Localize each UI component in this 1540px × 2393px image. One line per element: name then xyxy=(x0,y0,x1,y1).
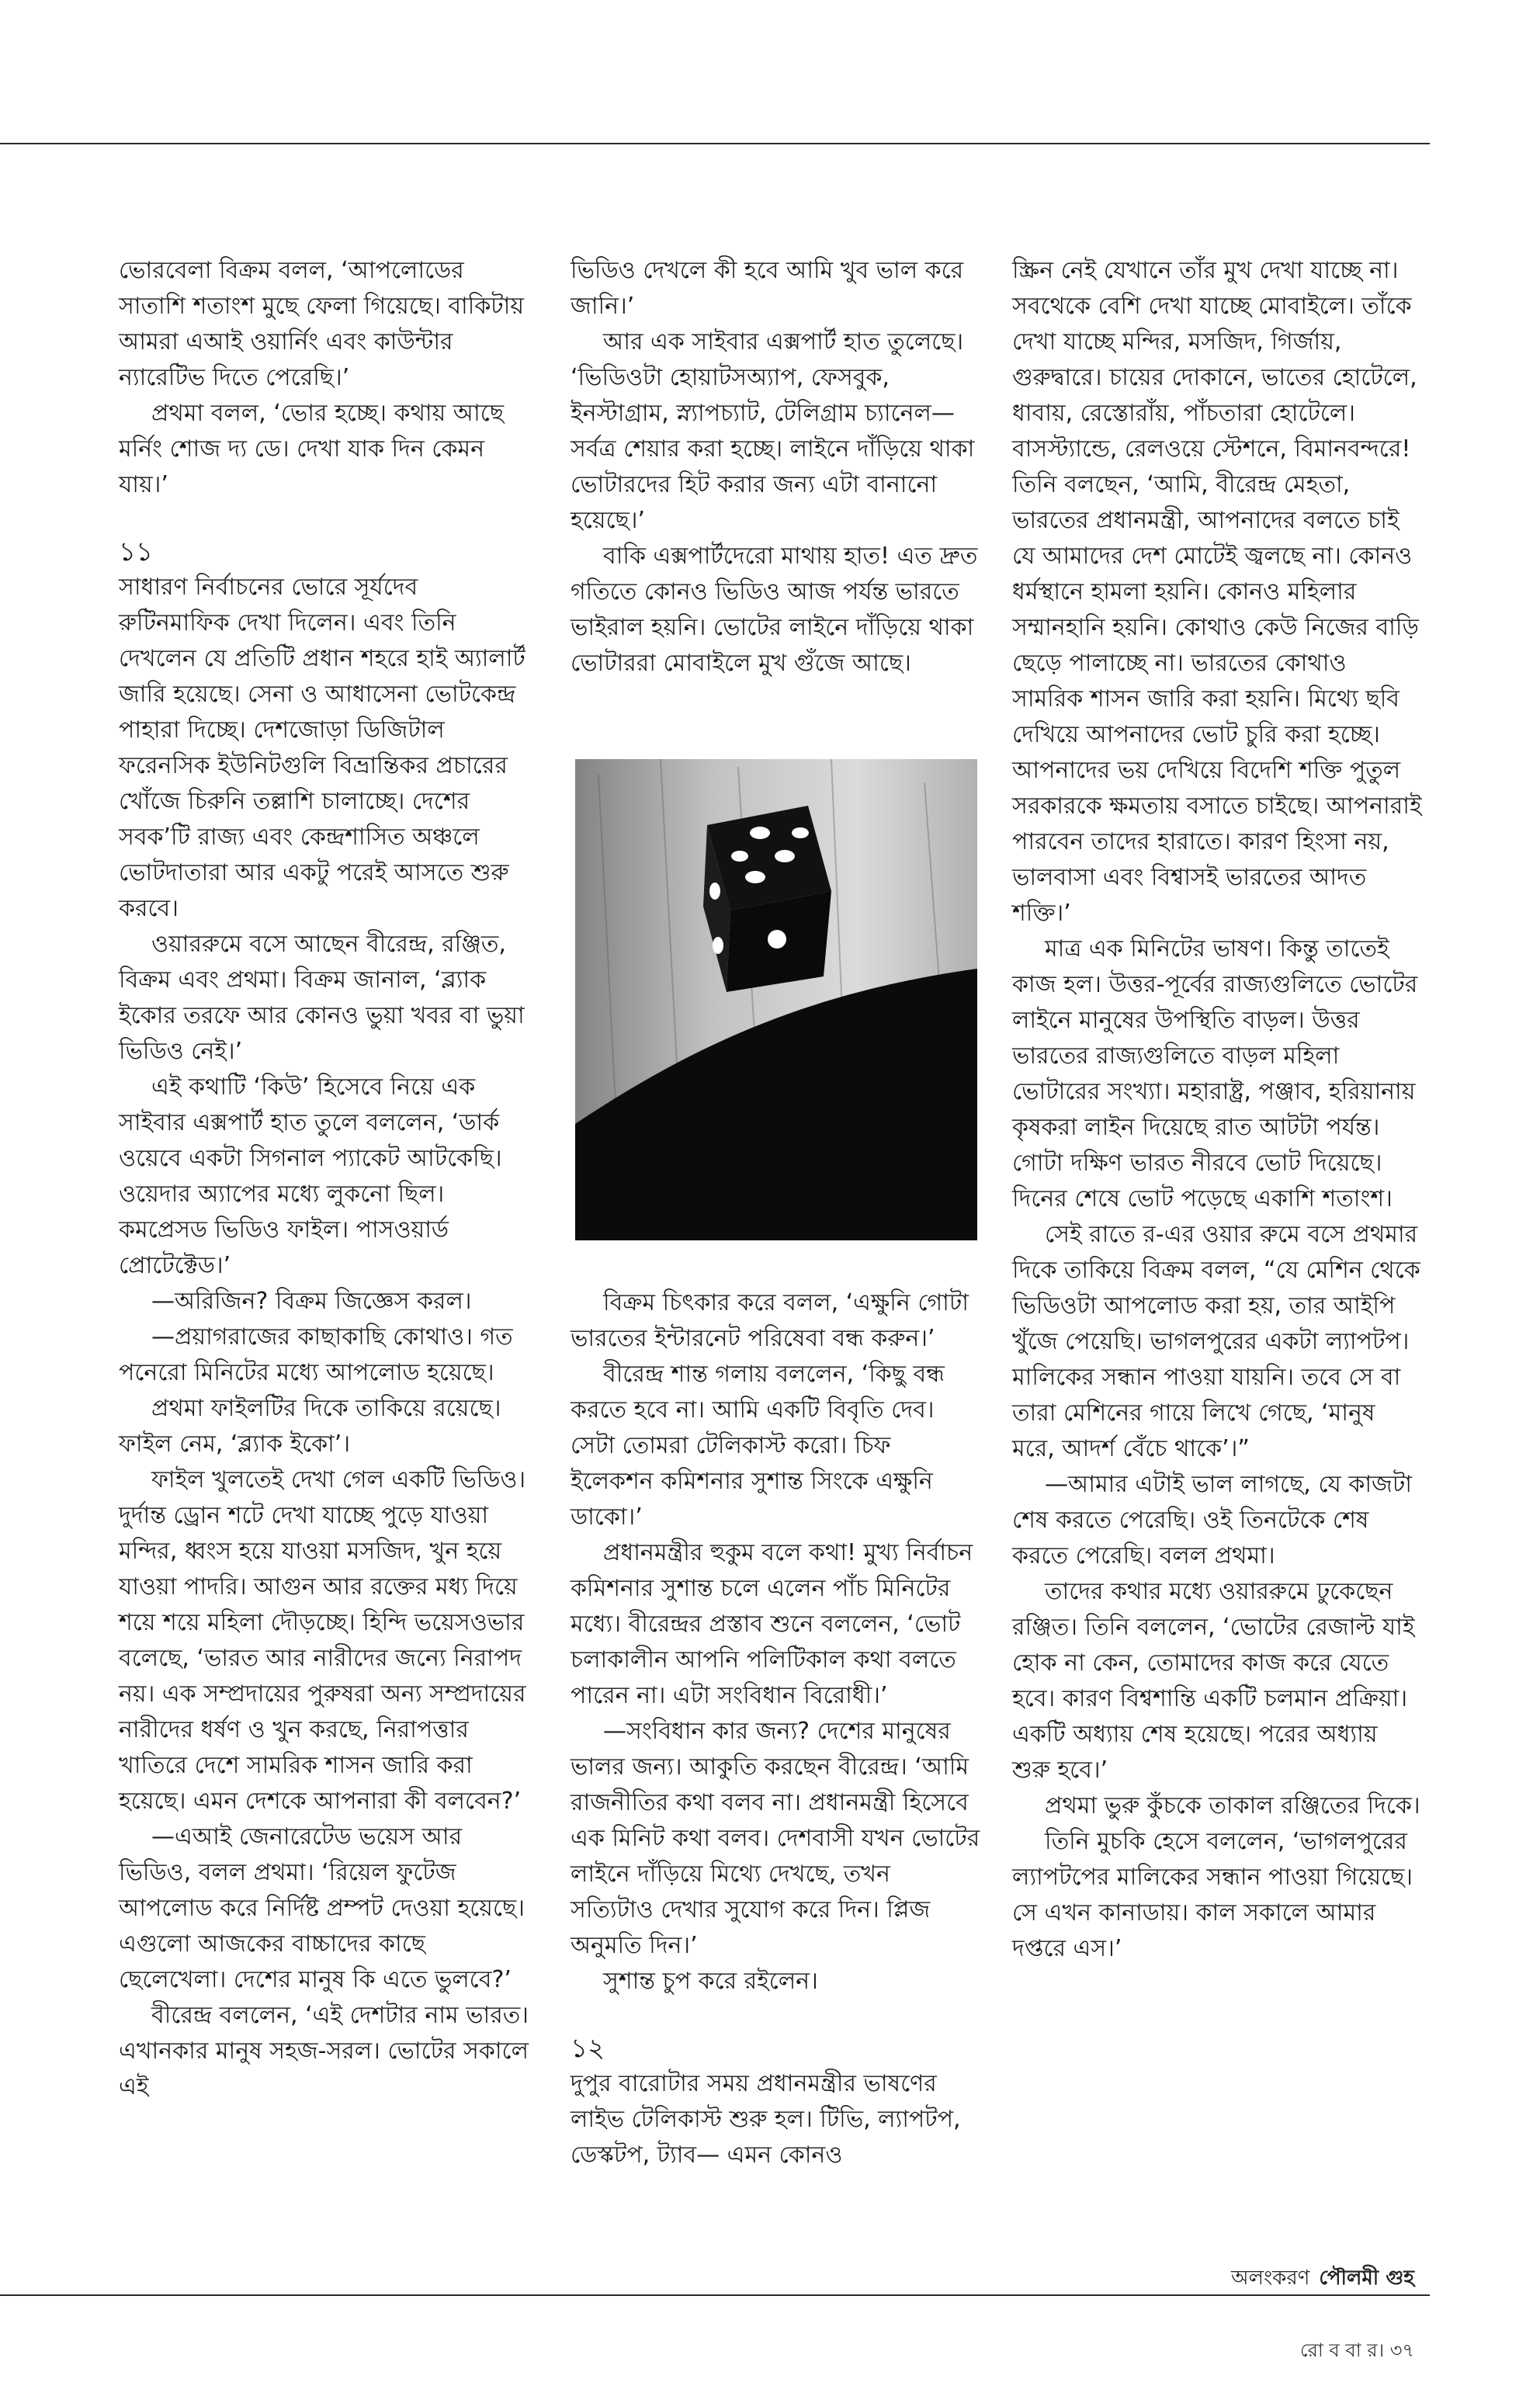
page-folio: রো ব বা র। ৩৭ xyxy=(1299,2339,1414,2361)
top-rule xyxy=(0,143,1430,144)
column-right xyxy=(1012,253,1422,1967)
paragraph: আর এক সাইবার এক্সপার্ট হাত তুলেছে। ‘ভিডিওটা হোয়াটসঅ্যাপ, ফেসবুক, ইনস্টাগ্রাম, স্ন্যাপচ্যাট, টেলিগ্রাম চ্যানেল— সর্বত্র শেয়ার করা হচ্ছে। লাইনে দাঁড়িয়ে থাকা ভোটারদের হিট করার জন্য এটা বানানো হয়েছে।’ xyxy=(571,328,975,534)
paragraph: —এআই জেনারেটেড ভয়েস আর ভিডিও, বলল প্রথমা। ‘রিয়েল ফুটেজ আপলোড করে নির্দিষ্ট প্রম্পট দেওয়া হয়েছে। এগুলো আজকের বাচ্চাদের কাছে ছেলেখেলা। দেশের মানুষ কি এতে ভুলবে?’ xyxy=(119,1823,525,1993)
paragraph: সুশান্ত চুপ করে রইলেন। xyxy=(603,1968,818,1995)
paragraph: মাত্র এক মিনিটের ভাষণ। কিন্তু তাতেই কাজ হল। উত্তর-পূর্বের রাজ্যগুলিতে ভোটের লাইনে মানুষের উপস্থিতি বাড়ল। উত্তর ভারতের রাজ্যগুলিতে বাড়ল মহিলা ভোটারের সংখ্যা। মহারাষ্ট্র, পঞ্জাব, হরিয়ানায় কৃষকরা লাইন দিয়েছে রাত আটটা পর্যন্ত। গোটা দক্ষিণ ভারত নীরবে ভোট দিয়েছে। দিনের শেষে ভোট পড়েছে একাশি শতাংশ। xyxy=(1012,935,1418,1212)
paragraph: ভিডিও দেখলে কী হবে আমি খুব ভাল করে জানি।’ xyxy=(571,257,964,320)
bottom-rule xyxy=(0,2294,1430,2296)
dice-illustration xyxy=(575,759,977,1240)
paragraph: সেই রাতে র-এর ওয়ার রুমে বসে প্রথমার দিকে তাকিয়ে বিক্রম বলল, “যে মেশিন থেকে ভিডিওটা আপলোড করা হয়, তার আইপি খুঁজে পেয়েছি। ভাগলপুরের একটা ল্যাপটপ। মালিকের সন্ধান পাওয়া যায়নি। তবে সে বা তারা মেশিনের গায়ে লিখে গেছে, ‘মানুষ মরে, আদর্শ বেঁচে থাকে’।” xyxy=(1012,1221,1420,1462)
paragraph: দুপুর বারোটার সময় প্রধানমন্ত্রীর ভাষণের লাইভ টেলিকাস্ট শুরু হল। টিভি, ল্যাপটপ, ডেস্কটপ, ট্যাব— এমন কোনও xyxy=(571,2070,961,2169)
paragraph: —আমার এটাই ভাল লাগছে, যে কাজটা শেষ করতে পেরেছি। ওই তিনটেকে শেষ করতে পেরেছি। বলল প্রথমা। xyxy=(1012,1471,1412,1569)
paragraph: ভোরবেলা বিক্রম বলল, ‘আপলোডের সাতাশি শতাংশ মুছে ফেলা গিয়েছে। বাকিটায় আমরা এআই ওয়ার্নিং এবং কাউন্টার ন্যারেটিভ দিতে পেরেছি।’ xyxy=(119,257,525,391)
illustration-credit xyxy=(1231,2262,1414,2296)
column-middle-bottom xyxy=(571,1285,980,2173)
paragraph: —সংবিধান কার জন্য? দেশের মানুষের ভালর জন্য। আকুতি করছেন বীরেন্দ্র। ‘আমি রাজনীতির কথা বলব না। প্রধানমন্ত্রী হিসেবে এক মিনিট কথা বলব। দেশবাসী যখন ভোটের লাইনে দাঁড়িয়ে মিথ্যে দেখছে, তখন সত্যিটাও দেখার সুযোগ করে দিন। প্লিজ অনুমতি দিন।’ xyxy=(571,1718,980,1959)
paragraph: বীরেন্দ্র শান্ত গলায় বললেন, ‘কিছু বন্ধ করতে হবে না। আমি একটি বিবৃতি দেব। সেটা তোমরা টেলিকাস্ট করো। চিফ ইলেকশন কমিশনার সুশান্ত সিংকে এক্ষুনি ডাকো।’ xyxy=(571,1361,945,1531)
paragraph: তিনি মুচকি হেসে বললেন, ‘ভাগলপুরের ল্যাপটপের মালিকের সন্ধান পাওয়া গিয়েছে। সে এখন কানাডায়। কাল সকালে আমার দপ্তরে এস।’ xyxy=(1012,1828,1413,1962)
column-left xyxy=(119,253,529,2105)
paragraph: সাধারণ নির্বাচনের ভোরে সূর্যদেব রুটিনমাফিক দেখা দিলেন। এবং তিনি দেখলেন যে প্রতিটি প্রধান শহরে হাই অ্যালার্ট জারি হয়েছে। সেনা ও আধাসেনা ভোটকেন্দ্র পাহারা দিচ্ছে। দেশজোড়া ডিজিটাল ফরেনসিক ইউনিটগুলি বিভ্রান্তিকর প্রচারের খোঁজে চিরুনি তল্লাশি চালাচ্ছে। দেশের সবক’টি রাজ্য এবং কেন্দ্রশাসিত অঞ্চলে ভোটদাতারা আর একটু পরেই আসতে শুরু করবে। xyxy=(119,574,525,922)
column-middle-top xyxy=(571,253,980,681)
paragraph: প্রথমা বলল, ‘ভোর হচ্ছে। কথায় আছে মর্নিং শোজ দ্য ডে। দেখা যাক দিন কেমন যায়।’ xyxy=(119,400,505,498)
dice-icon xyxy=(703,806,831,992)
paragraph: ওয়াররুমে বসে আছেন বীরেন্দ্র, রঞ্জিত, বিক্রম এবং প্রথমা। বিক্রম জানাল, ‘ব্ল্যাক ইকোর তরফে আর কোনও ভুয়া খবর বা ভুয়া ভিডিও নেই।’ xyxy=(119,931,525,1065)
paragraph: বিক্রম চিৎকার করে বলল, ‘এক্ষুনি গোটা ভারতের ইন্টারনেট পরিষেবা বন্ধ করুন।’ xyxy=(571,1289,969,1352)
paragraph: বাকি এক্সপার্টদেরো মাথায় হাত! এত দ্রুত গতিতে কোনও ভিডিও আজ পর্যন্ত ভারতে ভাইরাল হয়নি। ভোটের লাইনে দাঁড়িয়ে থাকা ভোটাররা মোবাইলে মুখ গুঁজে আছে। xyxy=(571,543,978,677)
paragraph: —অরিজিন? বিক্রম জিজ্ঞেস করল। xyxy=(151,1288,472,1315)
paragraph: বীরেন্দ্র বললেন, ‘এই দেশটার নাম ভারত। এখানকার মানুষ সহজ-সরল। ভোটের সকালে এই xyxy=(119,2002,529,2100)
paragraph: তাদের কথার মধ্যে ওয়াররুমে ঢুকেছেন রঞ্জিত। তিনি বললেন, ‘ভোটের রেজাল্ট যাই হোক না কেন, তোমাদের কাজ করে যেতে হবে। কারণ বিশ্বশান্তি একটি চলমান প্রক্রিয়া। একটি অধ্যায় শেষ হয়েছে। পরের অধ্যায় শুরু হবে।’ xyxy=(1012,1578,1415,1784)
paragraph: প্রধানমন্ত্রীর হুকুম বলে কথা! মুখ্য নির্বাচন কমিশনার সুশান্ত চলে এলেন পাঁচ মিনিটের মধ্যে। বীরেন্দ্রর প্রস্তাব শুনে বললেন, ‘ভোট চলাকালীন আপনি পলিটিকাল কথা বলতে পারেন না। এটা সংবিধান বিরোধী।’ xyxy=(571,1539,973,1709)
section-number: ১২ xyxy=(571,2033,605,2064)
credit-label: অলংকরণ xyxy=(1231,2266,1310,2290)
paragraph: —প্রয়াগরাজের কাছাকাছি কোথাও। গত পনেরো মিনিটের মধ্যে আপলোড হয়েছে। xyxy=(119,1323,513,1386)
credit-name: পৌলমী গুহ xyxy=(1319,2266,1414,2290)
paragraph: ফাইল খুলতেই দেখা গেল একটি ভিডিও। দুর্দান্ত ড্রোন শটে দেখা যাচ্ছে পুড়ে যাওয়া মন্দির, ধ্বংস হয়ে যাওয়া মসজিদ, খুন হয়ে যাওয়া পাদরি। আগুন আর রক্তের মধ্য দিয়ে শয়ে শয়ে মহিলা দৌড়চ্ছে। হিন্দি ভয়েসওভার বলেছে, ‘ভারত আর নারীদের জন্যে নিরাপদ নয়। এক সম্প্রদায়ের পুরুষরা অন্য সম্প্রদায়ের নারীদের ধর্ষণ ও খুন করছে, নিরাপত্তার খাতিরে দেশে সামরিক শাসন জারি করা হয়েছে। এমন দেশকে আপনারা কী বলবেন?’ xyxy=(119,1466,526,1815)
paragraph: এই কথাটি ‘কিউ’ হিসেবে নিয়ে এক সাইবার এক্সপার্ট হাত তুলে বললেন, ‘ডার্ক ওয়েবে একটা সিগনাল প্যাকেট আটকেছি। ওয়েদার অ্যাপের মধ্যে লুকনো ছিল। কমপ্রেসড ভিডিও ফাইল। পাসওয়ার্ড প্রোটেক্টেড।’ xyxy=(119,1073,502,1279)
paragraph: স্ক্রিন নেই যেখানে তাঁর মুখ দেখা যাচ্ছে না। সবথেকে বেশি দেখা যাচ্ছে মোবাইলে। তাঁকে দেখা যাচ্ছে মন্দির, মসজিদ, গির্জায়, গুরুদ্বারে। চায়ের দোকানে, ভাতের হোটেলে, ধাবায়, রেস্তোরাঁয়, পাঁচতারা হোটেলে। বাসস্ট্যান্ডে, রেলওয়ে স্টেশনে, বিমানবন্দরে! তিনি বলছেন, ‘আমি, বীরেন্দ্র মেহতা, ভারতের প্রধানমন্ত্রী, আপনাদের বলতে চাই যে আমাদের দেশ মোটেই জ্বলছে না। কোনও ধর্মস্থানে হামলা হয়নি। কোনও মহিলার সম্মানহানি হয়নি। কোথাও কেউ নিজের বাড়ি ছেড়ে পালাচ্ছে না। ভারতের কোথাও সামরিক শাসন জারি করা হয়নি। মিথ্যে ছবি দেখিয়ে আপনাদের ভোট চুরি করা হচ্ছে। আপনাদের ভয় দেখিয়ে বিদেশি শক্তি পুতুল সরকারকে ক্ষমতায় বসাতে চাইছে। আপনারাই পারবেন তাদের হারাতে। কারণ হিংসা নয়, ভালবাসা এবং বিশ্বাসই ভারতের আদত শক্তি।’ xyxy=(1012,257,1422,927)
paragraph: প্রথমা ফাইলটির দিকে তাকিয়ে রয়েছে। ফাইল নেম, ‘ব্ল্যাক ইকো’। xyxy=(119,1395,501,1458)
dice-illustration-art xyxy=(575,759,977,1240)
paragraph: প্রথমা ভুরু কুঁচকে তাকাল রঞ্জিতের দিকে। xyxy=(1045,1792,1420,1819)
section-number: ১১ xyxy=(119,536,154,567)
